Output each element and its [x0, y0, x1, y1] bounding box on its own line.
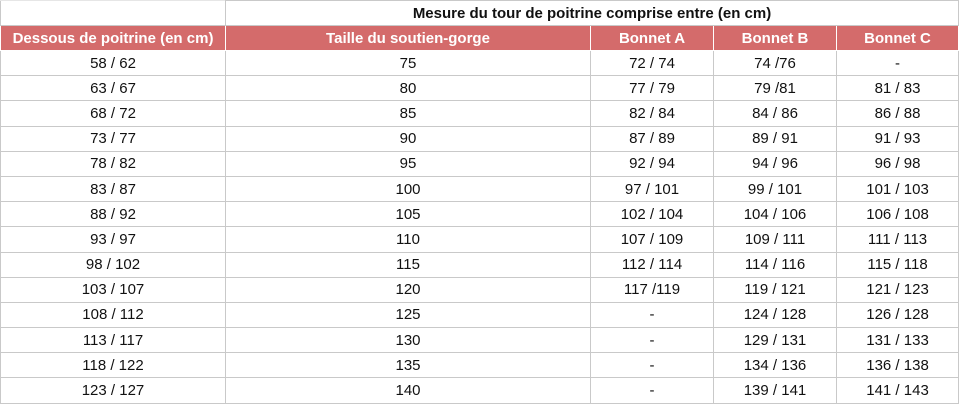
cup-a-cell: 92 / 94	[591, 151, 714, 176]
table-row	[1, 227, 959, 252]
underbust-cell: 63 / 67	[1, 76, 226, 101]
bra-size-cell: 100	[226, 176, 591, 201]
column-header-cup-c: Bonnet C	[837, 26, 959, 51]
cup-b-cell: 74 /76	[714, 51, 837, 76]
column-header-row	[1, 26, 959, 51]
underbust-cell: 118 / 122	[1, 353, 226, 378]
underbust-cell: 93 / 97	[1, 227, 226, 252]
underbust-cell: 73 / 77	[1, 126, 226, 151]
cup-a-cell: 82 / 84	[591, 101, 714, 126]
cup-a-cell: 107 / 109	[591, 227, 714, 252]
underbust-cell: 98 / 102	[1, 252, 226, 277]
cup-c-cell: 141 / 143	[837, 378, 959, 403]
cup-b-cell: 114 / 116	[714, 252, 837, 277]
cup-c-cell: 81 / 83	[837, 76, 959, 101]
cup-c-cell: 131 / 133	[837, 328, 959, 353]
table-row	[1, 378, 959, 403]
bra-size-cell: 130	[226, 328, 591, 353]
underbust-cell: 58 / 62	[1, 51, 226, 76]
bra-size-cell: 85	[226, 101, 591, 126]
super-header-row	[1, 1, 959, 26]
table-row	[1, 353, 959, 378]
cup-a-cell: 72 / 74	[591, 51, 714, 76]
cup-c-cell: 96 / 98	[837, 151, 959, 176]
bra-size-cell: 115	[226, 252, 591, 277]
table-row	[1, 252, 959, 277]
underbust-cell: 83 / 87	[1, 176, 226, 201]
cup-a-cell: 77 / 79	[591, 76, 714, 101]
column-header-cup-b: Bonnet B	[714, 26, 837, 51]
cup-c-cell: 86 / 88	[837, 101, 959, 126]
cup-c-cell: 126 / 128	[837, 302, 959, 327]
cup-a-cell: -	[591, 302, 714, 327]
cup-b-cell: 99 / 101	[714, 176, 837, 201]
cup-c-cell: 115 / 118	[837, 252, 959, 277]
cup-c-cell: -	[837, 51, 959, 76]
cup-c-cell: 121 / 123	[837, 277, 959, 302]
cup-a-cell: 112 / 114	[591, 252, 714, 277]
bra-size-cell: 135	[226, 353, 591, 378]
bra-size-cell: 110	[226, 227, 591, 252]
cup-b-cell: 129 / 131	[714, 328, 837, 353]
cup-b-cell: 134 / 136	[714, 353, 837, 378]
underbust-cell: 78 / 82	[1, 151, 226, 176]
bra-size-cell: 90	[226, 126, 591, 151]
table-row	[1, 151, 959, 176]
table-row	[1, 302, 959, 327]
table-row	[1, 76, 959, 101]
column-header-bra-size: Taille du soutien-gorge	[226, 26, 591, 51]
table-row	[1, 277, 959, 302]
cup-b-cell: 94 / 96	[714, 151, 837, 176]
cup-a-cell: 97 / 101	[591, 176, 714, 201]
table-row	[1, 328, 959, 353]
underbust-cell: 108 / 112	[1, 302, 226, 327]
cup-b-cell: 119 / 121	[714, 277, 837, 302]
cup-c-cell: 101 / 103	[837, 176, 959, 201]
column-header-cup-a: Bonnet A	[591, 26, 714, 51]
bra-size-cell: 140	[226, 378, 591, 403]
cup-b-cell: 84 / 86	[714, 101, 837, 126]
column-header-underbust: Dessous de poitrine (en cm)	[1, 26, 226, 51]
cup-a-cell: 117 /119	[591, 277, 714, 302]
cup-c-cell: 91 / 93	[837, 126, 959, 151]
cup-a-cell: 102 / 104	[591, 202, 714, 227]
table-body	[1, 51, 959, 404]
table-row	[1, 202, 959, 227]
bra-size-cell: 75	[226, 51, 591, 76]
table-row	[1, 101, 959, 126]
bra-size-cell: 125	[226, 302, 591, 327]
bra-size-cell: 80	[226, 76, 591, 101]
underbust-cell: 103 / 107	[1, 277, 226, 302]
bra-size-cell: 120	[226, 277, 591, 302]
cup-c-cell: 106 / 108	[837, 202, 959, 227]
table-row	[1, 176, 959, 201]
cup-a-cell: -	[591, 353, 714, 378]
cup-b-cell: 139 / 141	[714, 378, 837, 403]
table-row	[1, 126, 959, 151]
underbust-cell: 68 / 72	[1, 101, 226, 126]
underbust-cell: 123 / 127	[1, 378, 226, 403]
cup-c-cell: 136 / 138	[837, 353, 959, 378]
cup-b-cell: 79 /81	[714, 76, 837, 101]
cup-b-cell: 89 / 91	[714, 126, 837, 151]
cup-a-cell: -	[591, 328, 714, 353]
cup-a-cell: -	[591, 378, 714, 403]
bra-size-cell: 95	[226, 151, 591, 176]
cup-b-cell: 109 / 111	[714, 227, 837, 252]
cup-a-cell: 87 / 89	[591, 126, 714, 151]
bra-size-cell: 105	[226, 202, 591, 227]
underbust-cell: 113 / 117	[1, 328, 226, 353]
super-header-blank-cell	[1, 1, 226, 26]
super-header-cell: Mesure du tour de poitrine comprise entre (en cm)	[226, 1, 959, 26]
cup-b-cell: 104 / 106	[714, 202, 837, 227]
cup-c-cell: 111 / 113	[837, 227, 959, 252]
cup-b-cell: 124 / 128	[714, 302, 837, 327]
underbust-cell: 88 / 92	[1, 202, 226, 227]
table-row	[1, 51, 959, 76]
